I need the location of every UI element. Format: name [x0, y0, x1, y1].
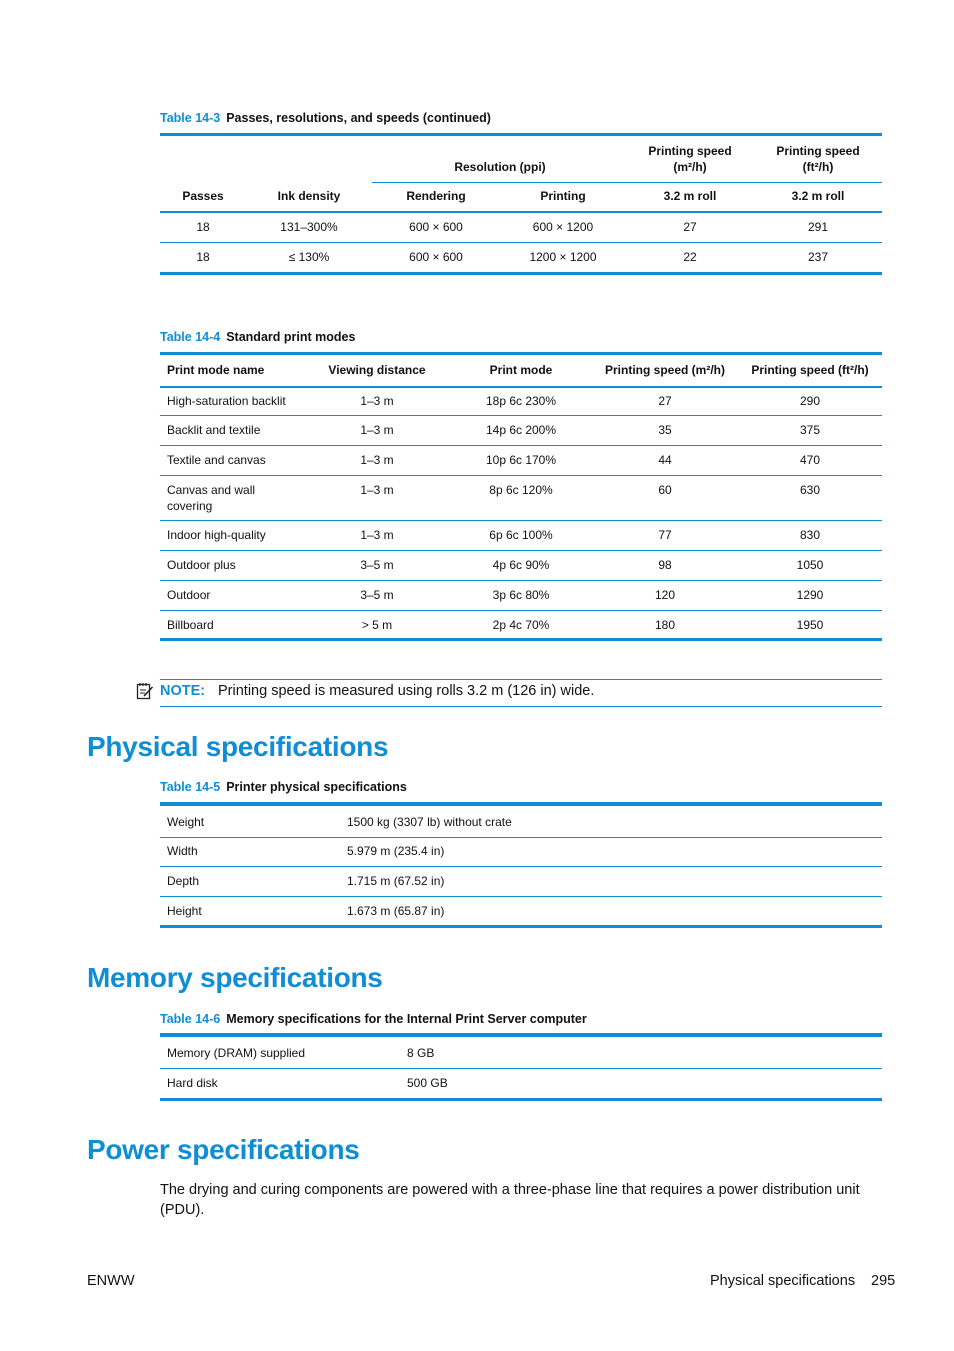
table-bottom-rule — [160, 925, 882, 928]
table-14-6-caption — [160, 1012, 587, 1026]
cell-rendering: 600 × 600 — [409, 220, 463, 234]
cell-viewing-distance: 1–3 m — [360, 453, 394, 467]
cell-print-mode: 6p 6c 100% — [489, 528, 553, 542]
cell-speed-ft2: 291 — [807, 220, 829, 234]
row-divider — [160, 1068, 882, 1069]
cell-label: Hard disk — [167, 1076, 218, 1090]
cell-speed-ft2: 375 — [799, 423, 821, 437]
cell-speed-ft2: 630 — [799, 483, 821, 497]
cell-speed-ft2: 470 — [799, 453, 821, 467]
table-title: Printer physical specifications — [226, 780, 407, 794]
cell-mode-name: High-saturation backlit — [167, 394, 286, 408]
row-divider — [160, 475, 882, 476]
header-roll-m2: 3.2 m roll — [663, 189, 717, 203]
cell-viewing-distance: 3–5 m — [360, 588, 394, 602]
header-speed-m2: Printing speed (m²/h) — [605, 363, 725, 377]
note-bottom-rule — [160, 706, 882, 707]
table-14-5-caption — [160, 780, 407, 794]
row-divider — [160, 445, 882, 446]
note-top-rule — [160, 679, 882, 680]
cell-mode-name: Outdoor — [167, 588, 211, 602]
header-divider — [372, 182, 882, 183]
cell-value: 1.673 m (65.87 in) — [347, 904, 445, 918]
cell-viewing-distance: 1–3 m — [360, 483, 394, 497]
header-resolution: Resolution (ppi) — [454, 160, 546, 174]
cell-speed-m2: 27 — [683, 220, 697, 234]
table-top-rule — [160, 133, 882, 136]
cell-speed-m2: 77 — [658, 528, 672, 542]
header-passes: Passes — [182, 189, 224, 203]
table-title: Standard print modes — [226, 330, 356, 344]
table-bottom-rule — [160, 638, 882, 641]
cell-print-mode: 4p 6c 90% — [492, 558, 550, 572]
cell-speed-ft2: 1290 — [796, 588, 824, 602]
row-divider — [160, 896, 882, 897]
cell-mode-name: Billboard — [167, 618, 214, 632]
header-speed-ft2-line2: (ft²/h) — [802, 160, 834, 174]
row-divider — [160, 610, 882, 611]
cell-print-mode: 18p 6c 230% — [485, 394, 557, 408]
cell-speed-m2: 120 — [654, 588, 676, 602]
table-number: Table 14-5 — [160, 780, 221, 794]
header-print-mode: Print mode — [489, 363, 553, 377]
cell-speed-m2: 35 — [658, 423, 672, 437]
row-divider — [160, 415, 882, 416]
header-rendering: Rendering — [406, 189, 466, 203]
cell-label: Depth — [167, 874, 200, 888]
table-14-3-caption — [160, 111, 491, 125]
table-top-rule — [160, 352, 882, 355]
section-heading-memory: Memory specifications — [87, 962, 383, 993]
row-divider — [160, 242, 882, 243]
cell-speed-ft2: 830 — [799, 528, 821, 542]
cell-value: 1.715 m (67.52 in) — [347, 874, 445, 888]
table-bottom-rule — [160, 272, 882, 275]
cell-viewing-distance: 1–3 m — [360, 528, 394, 542]
footer-page-number: 295 — [871, 1273, 896, 1289]
table-bottom-rule — [160, 1098, 882, 1101]
section-heading-power: Power specifications — [87, 1134, 360, 1165]
header-speed-ft2-line1: Printing speed — [776, 144, 860, 158]
header-speed-m2-line1: Printing speed — [648, 144, 732, 158]
header-print-mode-name: Print mode name — [167, 363, 265, 377]
cell-label: Memory (DRAM) supplied — [167, 1046, 306, 1060]
header-speed-m2-line2: (m²/h) — [673, 160, 707, 174]
table-top-rule — [160, 802, 882, 806]
note-label: NOTE: — [160, 683, 206, 699]
cell-value: 1500 kg (3307 lb) without crate — [347, 815, 512, 829]
cell-value: 5.979 m (235.4 in) — [347, 844, 445, 858]
table-number: Table 14-6 — [160, 1012, 221, 1026]
table-title: Passes, resolutions, and speeds (continued) — [226, 111, 491, 125]
cell-speed-ft2: 237 — [807, 250, 829, 264]
row-divider — [160, 866, 882, 867]
section-heading-physical: Physical specifications — [87, 731, 389, 762]
cell-speed-m2: 22 — [683, 250, 697, 264]
cell-speed-m2: 44 — [658, 453, 672, 467]
cell-printing: 1200 × 1200 — [529, 250, 597, 264]
cell-print-mode: 8p 6c 120% — [489, 483, 553, 497]
cell-speed-ft2: 1950 — [796, 618, 824, 632]
table-top-rule — [160, 1033, 882, 1037]
cell-speed-m2: 180 — [654, 618, 676, 632]
header-viewing-distance: Viewing distance — [328, 363, 426, 377]
table-number: Table 14-4 — [160, 330, 221, 344]
header-roll-ft2: 3.2 m roll — [791, 189, 845, 203]
cell-viewing-distance: > 5 m — [361, 618, 393, 632]
cell-speed-ft2: 1050 — [796, 558, 824, 572]
cell-mode-name: Indoor high-quality — [167, 528, 266, 542]
row-divider — [160, 550, 882, 551]
table-number: Table 14-3 — [160, 111, 221, 125]
cell-mode-name: Textile and canvas — [167, 453, 266, 467]
cell-mode-name: Canvas and wall — [167, 483, 256, 497]
cell-label: Width — [167, 844, 198, 858]
cell-print-mode: 10p 6c 170% — [485, 453, 557, 467]
row-divider — [160, 520, 882, 521]
table-title: Memory specifications for the Internal Print Server computer — [226, 1012, 587, 1026]
cell-mode-name: Backlit and textile — [167, 423, 261, 437]
header-bottom-rule — [160, 211, 882, 213]
cell-speed-ft2: 290 — [799, 394, 821, 408]
header-speed-ft2: Printing speed (ft²/h) — [751, 363, 869, 377]
cell-ink-density: ≤ 130% — [288, 250, 330, 264]
row-divider — [160, 837, 882, 838]
power-paragraph: The drying and curing components are powered with a three-phase line that requires a power distribution unit (PDU). — [160, 1182, 860, 1218]
header-printing: Printing — [540, 189, 586, 203]
row-divider — [160, 580, 882, 581]
cell-speed-m2: 27 — [658, 394, 672, 408]
cell-rendering: 600 × 600 — [409, 250, 463, 264]
cell-value: 500 GB — [407, 1076, 448, 1090]
cell-mode-name-line2: covering — [167, 499, 213, 513]
cell-viewing-distance: 1–3 m — [360, 423, 394, 437]
cell-speed-m2: 60 — [658, 483, 672, 497]
note-pad-icon — [136, 682, 154, 700]
cell-print-mode: 3p 6c 80% — [492, 588, 550, 602]
cell-ink-density: 131–300% — [280, 220, 338, 234]
footer-section: Physical specifications — [710, 1273, 856, 1289]
cell-print-mode: 14p 6c 200% — [485, 423, 557, 437]
footer-locale: ENWW — [87, 1273, 135, 1289]
cell-label: Height — [167, 904, 202, 918]
cell-passes: 18 — [196, 250, 210, 264]
cell-speed-m2: 98 — [658, 558, 672, 572]
header-ink-density: Ink density — [277, 189, 341, 203]
header-bottom-rule — [160, 386, 882, 388]
table-14-4-caption — [160, 330, 355, 344]
cell-viewing-distance: 3–5 m — [360, 558, 394, 572]
cell-label: Weight — [167, 815, 205, 829]
cell-mode-name: Outdoor plus — [167, 558, 236, 572]
cell-value: 8 GB — [407, 1046, 435, 1060]
cell-print-mode: 2p 4c 70% — [492, 618, 550, 632]
cell-passes: 18 — [196, 220, 210, 234]
cell-printing: 600 × 1200 — [532, 220, 594, 234]
note-text: Printing speed is measured using rolls 3.2 m (126 in) wide. — [218, 683, 595, 699]
cell-viewing-distance: 1–3 m — [360, 394, 394, 408]
